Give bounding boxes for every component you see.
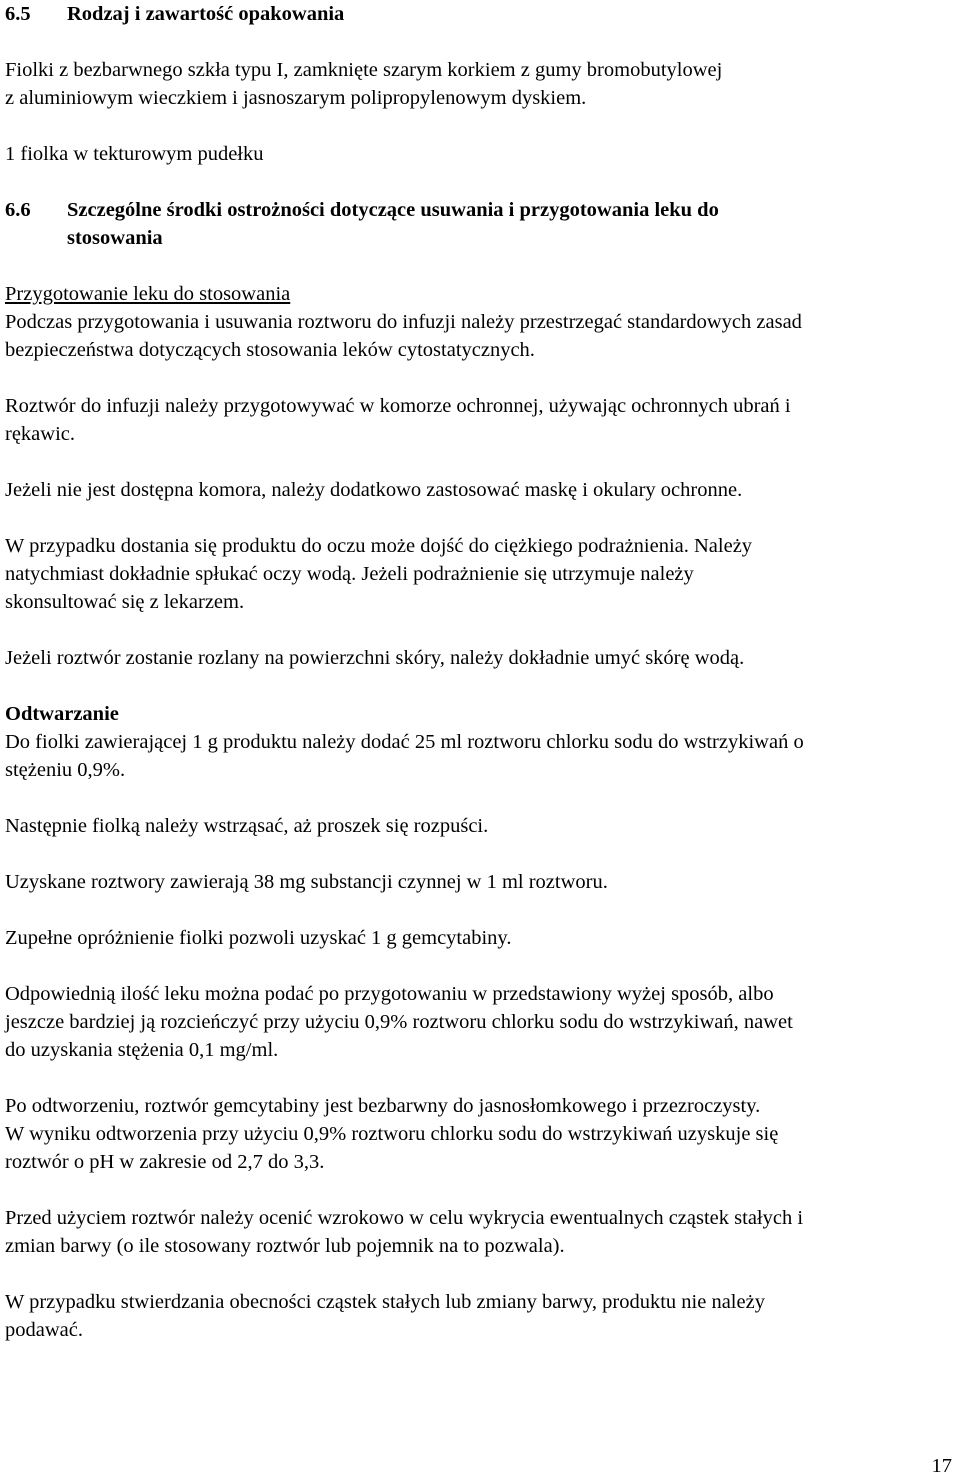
eye-contact-paragraph [5,532,955,616]
empty-vial-paragraph [5,924,955,952]
subheading-text: Przygotowanie leku do stosowania [5,283,291,305]
text-line: Jeżeli nie jest dostępna komora, należy dodatkowo zastosować maskę i okulary ochronne. [5,479,743,501]
section-title: Rodzaj i zawartość opakowania [67,3,345,25]
reconstitution-heading [5,700,955,728]
text-line: z aluminiowym wieczkiem i jasnoszarym polipropylenowym dyskiem. [5,87,587,109]
text-line: stosowania [67,227,163,249]
text-line: Podczas przygotowania i usuwania roztworu do infuzji należy przestrzegać standardowych zasad [5,311,802,333]
reconstitution-paragraph [5,728,955,784]
text-line: Jeżeli roztwór zostanie rozlany na powierzchni skóry, należy dokładnie umyć skórę wodą. [5,647,745,669]
text-line: zmian barwy (o ile stosowany roztwór lub pojemnik na to pozwala). [5,1235,565,1257]
heading-text: Odtwarzanie [5,703,119,725]
text-line: Fiolki z bezbarwnego szkła typu I, zamknięte szarym korkiem z gumy bromobutylowej [5,59,723,81]
dose-paragraph [5,980,955,1064]
concentration-paragraph [5,868,955,896]
text-line: Roztwór do infuzji należy przygotowywać w komorze ochronnej, używając ochronnych ubrań i [5,395,791,417]
text-line: skonsultować się z lekarzem. [5,591,245,613]
text-line: Odpowiednią ilość leku można podać po przygotowaniu w przedstawiony wyżej sposób, albo [5,983,774,1005]
text-line: Zupełne opróżnienie fiolki pozwoli uzyskać 1 g gemcytabiny. [5,927,512,949]
text-line: W przypadku dostania się produktu do oczu może dojść do ciężkiego podrażnienia. Należy [5,535,753,557]
section-title [67,196,719,252]
text-line: W wyniku odtworzenia przy użyciu 0,9% roztworu chlorku sodu do wstrzykiwań uzyskuje się [5,1123,779,1145]
skin-contact-paragraph [5,644,955,672]
text-line: Po odtworzeniu, roztwór gemcytabiny jest bezbarwny do jasnosłomkowego i przezroczysty. [5,1095,761,1117]
text-line: Szczególne środki ostrożności dotyczące usuwania i przygotowania leku do [67,199,719,221]
packaging-paragraph [5,56,955,112]
shake-paragraph [5,812,955,840]
text-line: do uzyskania stężenia 0,1 mg/ml. [5,1039,279,1061]
mask-paragraph [5,476,955,504]
section-number: 6.6 [5,199,31,221]
preparation-subheading [5,280,955,308]
text-line: rękawic. [5,423,75,445]
text-line: Przed użyciem roztwór należy ocenić wzrokowo w celu wykrycia ewentualnych cząstek stałych i [5,1207,804,1229]
chamber-paragraph [5,392,955,448]
pack-count-paragraph [5,140,955,168]
inspection-paragraph [5,1204,955,1260]
after-reconstitution-paragraph [5,1092,955,1176]
text-line: Następnie fiolką należy wstrząsać, aż proszek się rozpuści. [5,815,489,837]
text-line: Do fiolki zawierającej 1 g produktu należy dodać 25 ml roztworu chlorku sodu do wstrzykiwań o [5,731,804,753]
particles-paragraph [5,1288,955,1344]
text-line: bezpieczeństwa dotyczących stosowania leków cytostatycznych. [5,339,535,361]
text-line: jeszcze bardziej ją rozcieńczyć przy użyciu 0,9% roztworu chlorku sodu do wstrzykiwań, nawet [5,1011,793,1033]
text-line: podawać. [5,1319,83,1341]
text-line: 1 fiolka w tekturowym pudełku [5,143,264,165]
section-number: 6.5 [5,3,31,25]
text-line: natychmiast dokładnie spłukać oczy wodą. Jeżeli podrażnienie się utrzymuje należy [5,563,694,585]
preparation-paragraph [5,308,955,364]
text-line: roztwór o pH w zakresie od 2,7 do 3,3. [5,1151,325,1173]
text-line: stężeniu 0,9%. [5,759,126,781]
page-number: 17 [931,1455,952,1477]
text-line: W przypadku stwierdzania obecności cząstek stałych lub zmiany barwy, produktu nie należy [5,1291,765,1313]
text-line: Uzyskane roztwory zawierają 38 mg substancji czynnej w 1 ml roztworu. [5,871,608,893]
